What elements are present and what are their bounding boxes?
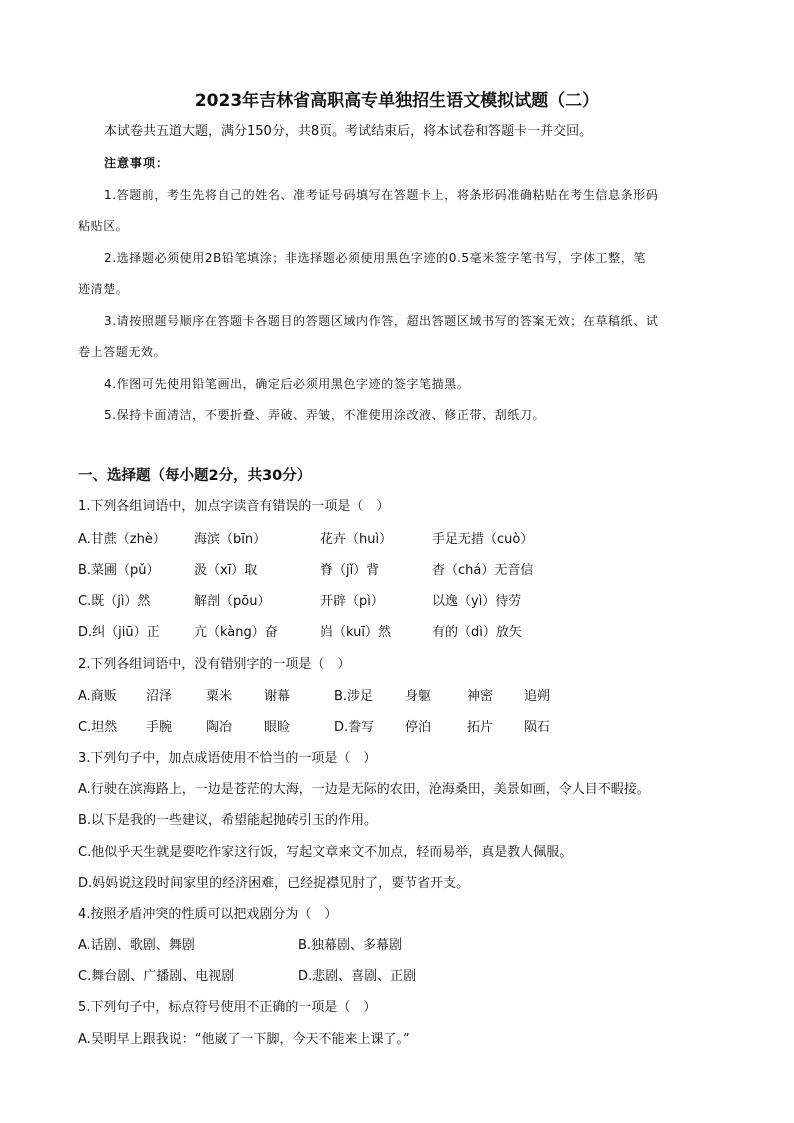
q1-opt-c-3: 开辟（pì） — [320, 594, 384, 609]
note-4: 4.作图可先使用铅笔画出，确定后必须用黑色字迹的签字笔描黑。 — [104, 377, 470, 391]
page-title: 2023年吉林省高职高专单独招生语文模拟试题（二） — [194, 91, 600, 111]
q1-opt-b-3: 脊（jǐ）背 — [320, 563, 380, 578]
q3-opt-b: B.以下是我的一些建议，希望能起抛砖引玉的作用。 — [78, 813, 378, 828]
q3-stem: 3.下列句子中，加点成语使用不恰当的一项是（ ） — [78, 751, 377, 766]
q1-opt-b-4: 杳（chá）无音信 — [432, 563, 534, 578]
q2-word: 陨石 — [524, 720, 551, 735]
note-3-cont: 卷上答题无效。 — [78, 345, 167, 359]
q3-opt-d: D.妈妈说这段时间家里的经济困难，已经捉襟见肘了，要节省开支。 — [78, 876, 470, 891]
q2-word: 手腕 — [146, 720, 173, 735]
note-3: 3.请按照题号顺序在答题卡各题目的答题区域内作答，超出答题区域书写的答案无效；在草稿纸、试 — [104, 314, 659, 328]
q3-opt-a: A.行驶在滨海路上，一边是苍茫的大海，一边是无际的农田，沧海桑田，美景如画，令人目不暇接。 — [78, 782, 650, 797]
q1-opt-c-2: 解剖（pōu） — [194, 594, 271, 609]
q1-opt-c-4: 以逸（yì）待劳 — [432, 594, 522, 609]
q5-opt-a: A.吴明早上跟我说：“他崴了一下脚，今天不能来上课了。” — [78, 1032, 410, 1047]
q4-opt-d: D.悲剧、喜剧、正剧 — [298, 969, 417, 984]
q2-word: 停泊 — [405, 720, 432, 735]
q1-opt-d-4: 有的（dì）放矢 — [432, 625, 522, 640]
section-heading: 一、选择题（每小题2分，共30分） — [78, 468, 312, 484]
q5-stem: 5.下列句子中，标点符号使用不正确的一项是（ ） — [78, 1000, 377, 1015]
note-5: 5.保持卡面清洁，不要折叠、弄破、弄皱，不准使用涂改液、修正带、刮纸刀。 — [104, 408, 546, 422]
q1-opt-a-3: 花卉（huì） — [320, 532, 393, 547]
q1-opt-c-1: C.既（jì）然 — [78, 594, 151, 609]
q1-opt-d-1: D.纠（jiū）正 — [78, 625, 160, 640]
q4-opt-b: B.独幕剧、多幕剧 — [298, 938, 403, 953]
q2-word: 谢幕 — [264, 689, 291, 704]
intro-text: 本试卷共五道大题，满分150分，共8页。考试结束后，将本试卷和答题卡一并交回。 — [104, 124, 593, 139]
q2-word: 沼泽 — [146, 689, 173, 704]
q2-word: 粟米 — [206, 689, 233, 704]
q2-stem: 2.下列各组词语中，没有错别字的一项是（ ） — [78, 657, 351, 672]
q1-opt-a-1: A.甘蔗（zhè） — [78, 532, 166, 547]
q2-word: 身躯 — [405, 689, 432, 704]
q1-stem: 1.下列各组词语中，加点字读音有错误的一项是（ ） — [78, 499, 390, 514]
q2-word: D.誊写 — [334, 720, 375, 735]
notes-heading: 注意事项： — [104, 156, 170, 170]
q1-opt-b-1: B.菜圃（pǔ） — [78, 563, 160, 578]
note-1-cont: 粘贴区。 — [78, 219, 129, 233]
q2-word: 追朔 — [524, 689, 551, 704]
q1-opt-b-2: 汲（xī）取 — [194, 563, 258, 578]
q1-opt-a-2: 海滨（bīn） — [194, 532, 267, 547]
q1-opt-d-3: 岿（kuī）然 — [320, 625, 391, 640]
q2-word: B.涉足 — [334, 689, 374, 704]
q4-stem: 4.按照矛盾冲突的性质可以把戏剧分为（ ） — [78, 907, 338, 922]
q2-word: 陶冶 — [206, 720, 233, 735]
q4-opt-c: C.舞台剧、广播剧、电视剧 — [78, 969, 235, 984]
q4-opt-a: A.话剧、歌剧、舞剧 — [78, 938, 195, 953]
q2-word: 神密 — [467, 689, 494, 704]
q2-word: A.商贩 — [78, 689, 117, 704]
q3-opt-c: C.他似乎天生就是要吃作家这行饭，写起文章来文不加点，轻而易举，真是教人佩服。 — [78, 845, 573, 860]
note-2-cont: 迹清楚。 — [78, 282, 129, 296]
q1-opt-a-4: 手足无措（cuò） — [432, 532, 534, 547]
q1-opt-d-2: 亢（kàng）奋 — [194, 625, 278, 640]
q2-word: 拓片 — [467, 720, 494, 735]
q2-word: 眼睑 — [264, 720, 291, 735]
q2-word: C.坦然 — [78, 720, 118, 735]
note-1: 1.答题前，考生先将自己的姓名、准考证号码填写在答题卡上，将条形码准确粘贴在考生信息条形码 — [104, 188, 659, 202]
note-2: 2.选择题必须使用2B铅笔填涂；非选择题必须使用黑色字迹的0.5毫米签字笔书写，字体工整，笔 — [104, 251, 647, 265]
